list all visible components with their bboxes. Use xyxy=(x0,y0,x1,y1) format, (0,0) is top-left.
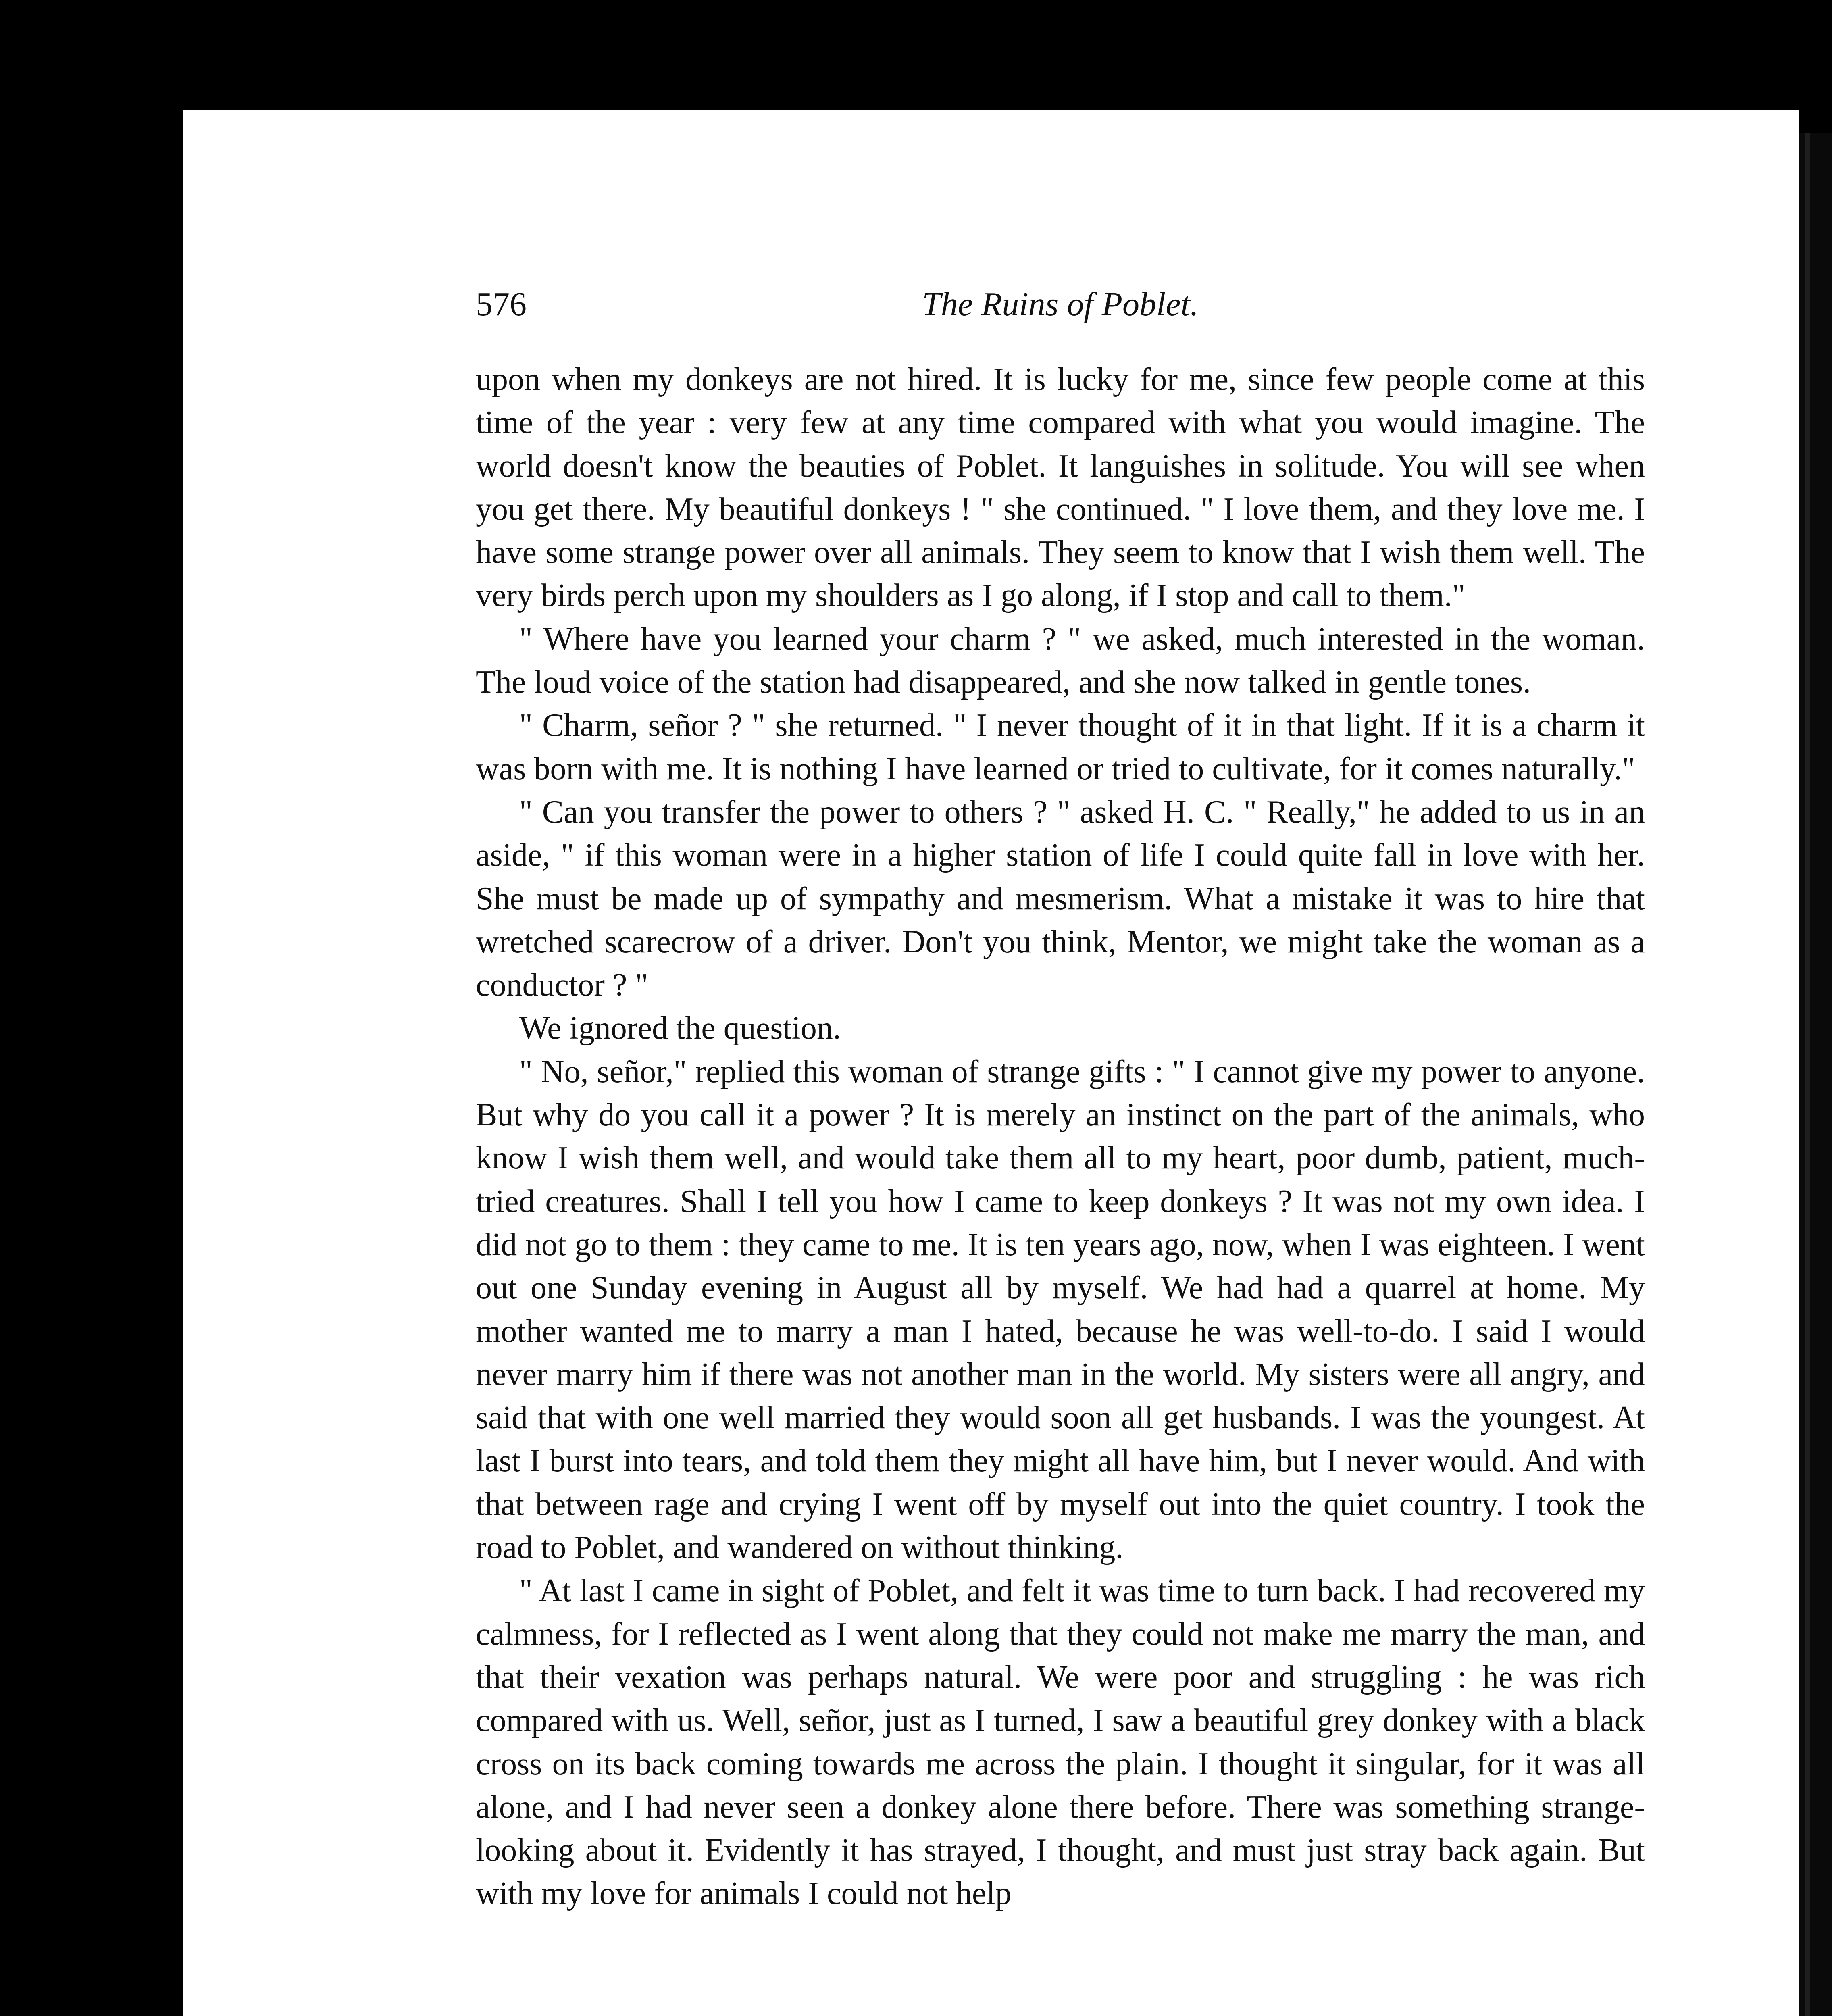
paragraph: upon when my donkeys are not hired. It is lucky for me, since few people come at this time of the year : very few at any time compared with what you would imagine. The world doesn't know the beauties of Poblet. It languishes in solitude. You will see when you get there. My beautiful donkeys ! " she continued. " I love them, and they love me. I have some strange power over all animals. They seem to know that I wish them well. The very birds perch upon my shoulders as I go along, if I stop and call to them." xyxy=(476,362,1645,614)
page-number: 576 xyxy=(476,285,527,323)
page-header xyxy=(476,280,1645,329)
paragraph: " Can you transfer the power to others ? " asked H. C. " Really," he added to us in an aside, " if this woman were in a higher station of life I could quite fall in love with her. She must be made up of sympathy and mesmerism. What a mistake it was to hire that wretched scarecrow of a driver. Don't you think, Mentor, we might take the woman as a conductor ? " xyxy=(476,794,1645,1003)
paragraph: " At last I came in sight of Poblet, and felt it was time to turn back. I had recovered my calmness, for I reflected as I went along that they could not make me marry the man, and that their vexation was perhaps natural. We were poor and struggling : he was rich compared with us. Well, señor, just as I turned, I saw a beautiful grey donkey with a black cross on its back coming towards me across the plain. I thought it singular, for it was all alone, and I had never seen a donkey alone there before. There was something strange-looking about it. Evidently it has strayed, I thought, and must just stray back again. But with my love for animals I could not help xyxy=(476,1573,1645,1912)
paragraph: " Where have you learned your charm ? " we asked, much interested in the woman. The loud voice of the station had disappeared, and she now talked in gentle tones. xyxy=(476,621,1645,700)
paragraph: " Charm, señor ? " she returned. " I never thought of it in that light. If it is a charm it was born with me. It is nothing I have learned or tried to cultivate, for it comes naturally." xyxy=(476,708,1645,787)
paragraph: " No, señor," replied this woman of strange gifts : " I cannot give my power to anyone. But why do you call it a power ? It is merely an instinct on the part of the animals, who know I wish them well, and would take them all to my heart, poor dumb, patient, much-tried creatures. Shall I tell you how I came to keep donkeys ? It was not my own idea. I did not go to them : they came to me. It is ten years ago, now, when I was eighteen. I went out one Sunday evening in August all by myself. We had had a quarrel at home. My mother wanted me to marry a man I hated, because he was well-to-do. I said I would never marry him if there was not another man in the world. My sisters were all angry, and said that with one well married they would soon all get husbands. I was the youngest. At last I burst into tears, and told them they might all have him, but I never would. And with that between rage and crying I went off by myself out into the quiet country. I took the road to Poblet, and wandered on without thinking. xyxy=(476,1054,1645,1566)
running-title: The Ruins of Poblet. xyxy=(922,285,1199,323)
body-text xyxy=(476,358,1645,1916)
paragraph: We ignored the question. xyxy=(519,1010,841,1046)
next-page-strip xyxy=(1805,133,1810,2016)
